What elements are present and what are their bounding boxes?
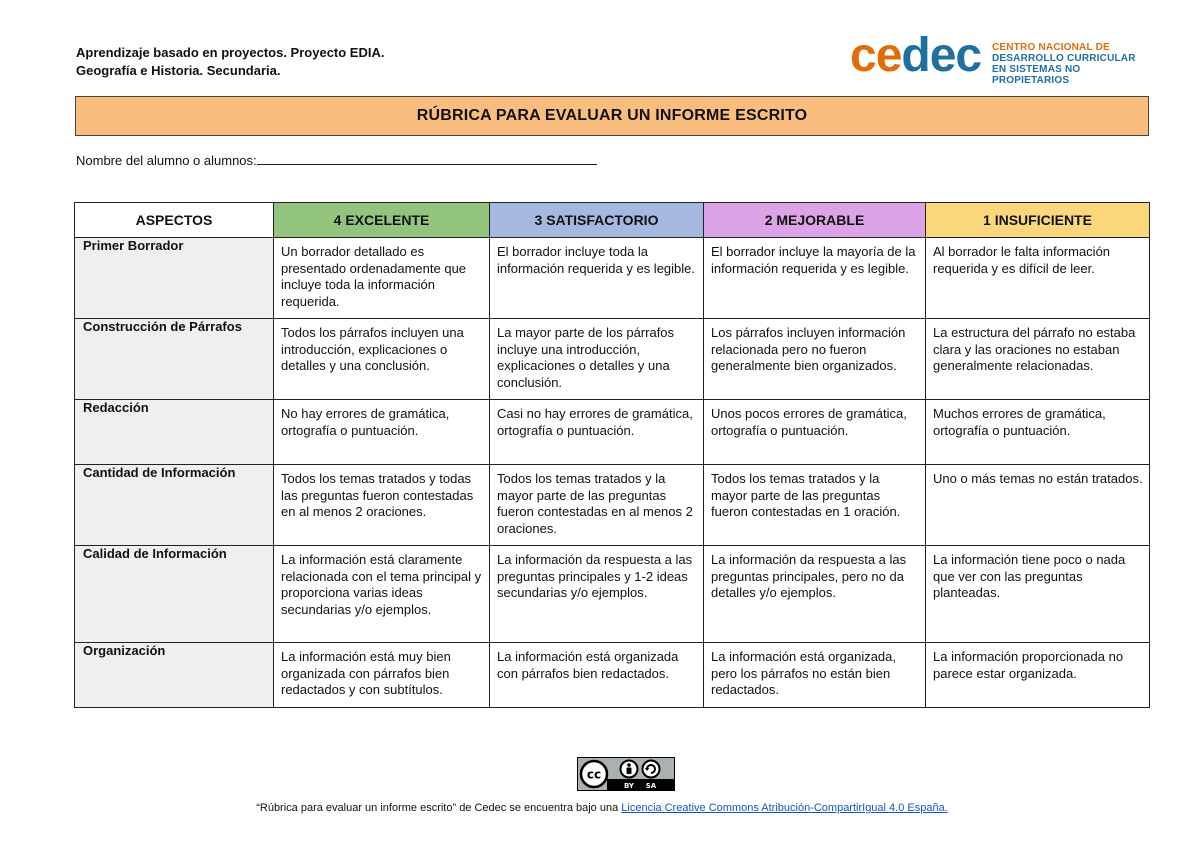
license-footer: [0, 802, 1204, 814]
criterion-cell: Todos los temas tratados y la mayor parte de las preguntas fueron contestadas en al menos 2 oraciones.: [490, 465, 704, 546]
table-row: [75, 465, 1150, 546]
sa-label: SA: [645, 782, 657, 790]
rubric-title: RÚBRICA PARA EVALUAR UN INFORME ESCRITO: [75, 96, 1149, 136]
criterion-cell: El borrador incluye toda la información requerida y es legible.: [490, 238, 704, 319]
criterion-cell: Casi no hay errores de gramática, ortografía o puntuación.: [490, 400, 704, 465]
table-row: [75, 319, 1150, 400]
criterion-cell: Unos pocos errores de gramática, ortografía o puntuación.: [704, 400, 926, 465]
header-mejorable: 2 MEJORABLE: [704, 203, 926, 238]
criterion-cell: No hay errores de gramática, ortografía o puntuación.: [274, 400, 490, 465]
criterion-cell: La información está muy bien organizada con párrafos bien redactados y con subtítulos.: [274, 643, 490, 708]
aspect-cell: Organización: [75, 643, 274, 708]
header-aspectos: ASPECTOS: [75, 203, 274, 238]
logo-sub-line-3: EN SISTEMAS NO PROPIETARIOS: [992, 64, 1081, 86]
criterion-cell: La información está claramente relacionada con el tema principal y proporciona varias ideas secundarias y/o ejemplos.: [274, 546, 490, 643]
criterion-cell: La información da respuesta a las preguntas principales, pero no da detalles y/o ejemplos.: [704, 546, 926, 643]
criterion-cell: La mayor parte de los párrafos incluye una introducción, explicaciones o detalles y una conclusión.: [490, 319, 704, 400]
document-header: [76, 44, 384, 80]
criterion-cell: La información está organizada, pero los párrafos no están bien redactados.: [704, 643, 926, 708]
criterion-cell: La información está organizada con párrafos bien redactados.: [490, 643, 704, 708]
aspect-cell: Primer Borrador: [75, 238, 274, 319]
footer-text: “Rúbrica para evaluar un informe escrito” de Cedec se encuentra bajo una: [256, 802, 622, 814]
sa-icon: [643, 761, 660, 778]
aspect-cell: Cantidad de Información: [75, 465, 274, 546]
criterion-cell: Todos los temas tratados y la mayor parte de las preguntas fueron contestadas en 1 oración.: [704, 465, 926, 546]
license-link[interactable]: Licencia Creative Commons Atribución-CompartirIgual 4.0 España.: [621, 802, 948, 814]
criterion-cell: Muchos errores de gramática, ortografía o puntuación.: [926, 400, 1150, 465]
criterion-cell: Un borrador detallado es presentado ordenadamente que incluye toda la información requerida.: [274, 238, 490, 319]
criterion-cell: La estructura del párrafo no estaba clara y las oraciones no estaban generalmente relacionadas.: [926, 319, 1150, 400]
by-icon: [621, 761, 638, 778]
criterion-cell: Al borrador le falta información requerida y es difícil de leer.: [926, 238, 1150, 319]
criterion-cell: La información proporcionada no parece estar organizada.: [926, 643, 1150, 708]
student-name-blank[interactable]: [257, 152, 597, 165]
table-row: [75, 546, 1150, 643]
logo-sub-line-1: CENTRO NACIONAL DE: [992, 42, 1110, 53]
header-insuficiente: 1 INSUFICIENTE: [926, 203, 1150, 238]
header-excelente: 4 EXCELENTE: [274, 203, 490, 238]
cc-license-badge[interactable]: [577, 757, 675, 791]
aspect-cell: Redacción: [75, 400, 274, 465]
header-line-2: Geografía e Historia. Secundaria.: [76, 63, 281, 78]
cedec-logo-word: [850, 28, 981, 84]
cc-icon-label: cc: [586, 767, 602, 782]
criterion-cell: La información tiene poco o nada que ver con las preguntas planteadas.: [926, 546, 1150, 643]
logo-sub-line-2: DESARROLLO CURRICULAR: [992, 53, 1136, 64]
criterion-cell: Todos los temas tratados y todas las preguntas fueron contestadas en al menos 2 oraciones.: [274, 465, 490, 546]
logo-word-part-2: dec: [901, 29, 982, 82]
criterion-cell: La información da respuesta a las preguntas principales y 1-2 ideas secundarias y/o ejemplos.: [490, 546, 704, 643]
header-satisfactorio: 3 SATISFACTORIO: [490, 203, 704, 238]
cedec-logo-subtitle: [992, 42, 1160, 86]
criterion-cell: Todos los párrafos incluyen una introducción, explicaciones o detalles y una conclusión.: [274, 319, 490, 400]
logo-word-part-1: ce: [850, 29, 902, 82]
table-row: [75, 400, 1150, 465]
by-label: BY: [623, 782, 635, 790]
criterion-cell: El borrador incluye la mayoría de la información requerida y es legible.: [704, 238, 926, 319]
rubric-table: [74, 202, 1150, 708]
student-name-line: [76, 152, 597, 168]
table-row: [75, 238, 1150, 319]
aspect-cell: Calidad de Información: [75, 546, 274, 643]
student-name-label: Nombre del alumno o alumnos:: [76, 153, 257, 168]
table-row: [75, 643, 1150, 708]
table-header-row: [75, 203, 1150, 238]
criterion-cell: Uno o más temas no están tratados.: [926, 465, 1150, 546]
aspect-cell: Construcción de Párrafos: [75, 319, 274, 400]
cc-icon: [581, 761, 607, 787]
cedec-logo: [850, 29, 1160, 86]
criterion-cell: Los párrafos incluyen información relacionada pero no fueron generalmente bien organizados.: [704, 319, 926, 400]
header-line-1: Aprendizaje basado en proyectos. Proyecto EDIA.: [76, 45, 385, 60]
